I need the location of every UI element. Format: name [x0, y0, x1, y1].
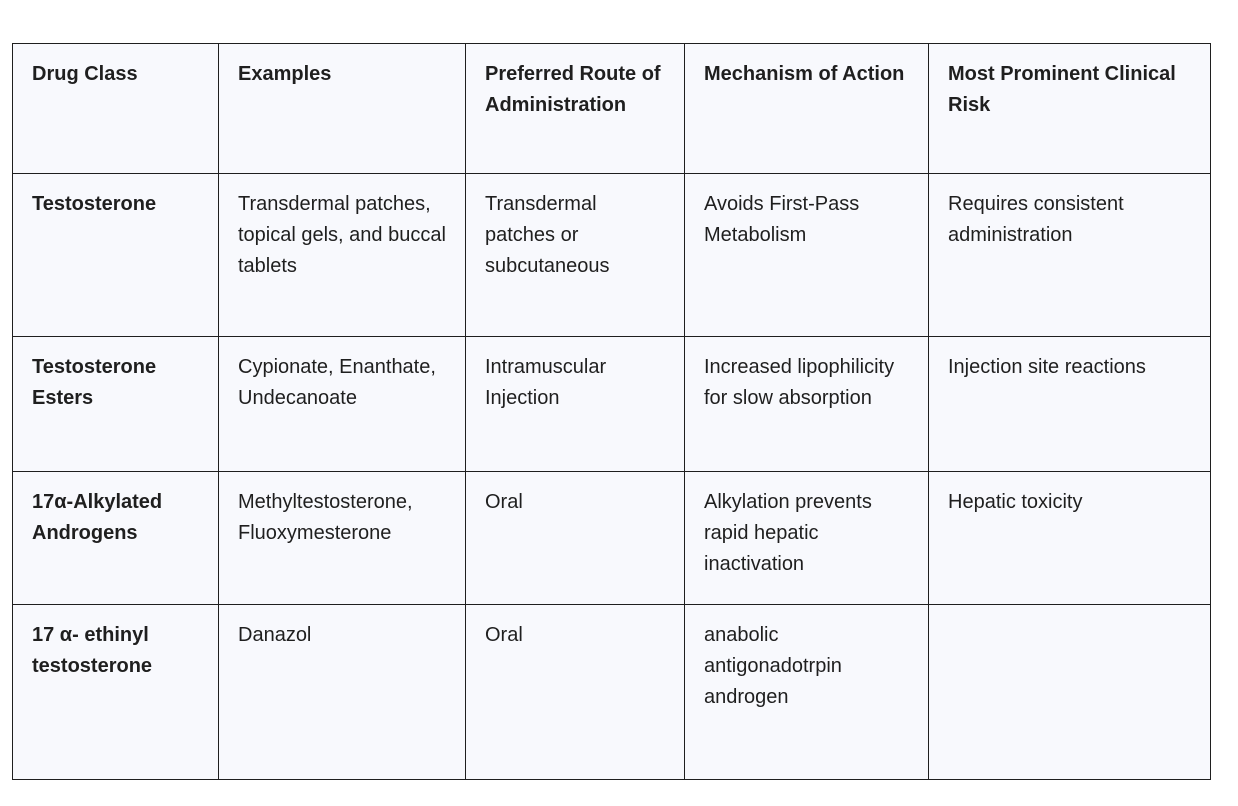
table-header-row: [13, 44, 1211, 174]
cell-examples: Transdermal patches, topical gels, and buccal tablets: [219, 174, 466, 337]
cell-risk: Hepatic toxicity: [929, 472, 1211, 605]
cell-drug-class: 17α-Alkylated Androgens: [13, 472, 219, 605]
cell-examples: Methyltestosterone, Fluoxymesterone: [219, 472, 466, 605]
table-row: [13, 472, 1211, 605]
header-examples: Examples: [219, 44, 466, 174]
cell-route: Transdermal patches or subcutaneous: [466, 174, 685, 337]
cell-drug-class: Testosterone Esters: [13, 337, 219, 472]
table-row: [13, 337, 1211, 472]
header-mechanism: Mechanism of Action: [685, 44, 929, 174]
header-route: Preferred Route of Administration: [466, 44, 685, 174]
cell-risk: Injection site reactions: [929, 337, 1211, 472]
table-row: [13, 605, 1211, 780]
cell-examples: Cypionate, Enanthate, Undecanoate: [219, 337, 466, 472]
cell-drug-class: 17 α- ethinyl testosterone: [13, 605, 219, 780]
table-container: [12, 43, 1211, 780]
cell-risk: [929, 605, 1211, 780]
cell-examples: Danazol: [219, 605, 466, 780]
cell-drug-class: Testosterone: [13, 174, 219, 337]
header-drug-class: Drug Class: [13, 44, 219, 174]
cell-mechanism: anabolic antigonadotrpin androgen: [685, 605, 929, 780]
cell-mechanism: Avoids First-Pass Metabolism: [685, 174, 929, 337]
cell-mechanism: Increased lipophilicity for slow absorption: [685, 337, 929, 472]
cell-risk: Requires consistent administration: [929, 174, 1211, 337]
cell-route: Intramuscular Injection: [466, 337, 685, 472]
header-risk: Most Prominent Clinical Risk: [929, 44, 1211, 174]
table-row: [13, 174, 1211, 337]
cell-route: Oral: [466, 605, 685, 780]
cell-route: Oral: [466, 472, 685, 605]
cell-mechanism: Alkylation prevents rapid hepatic inactivation: [685, 472, 929, 605]
drug-class-table: [12, 43, 1211, 780]
